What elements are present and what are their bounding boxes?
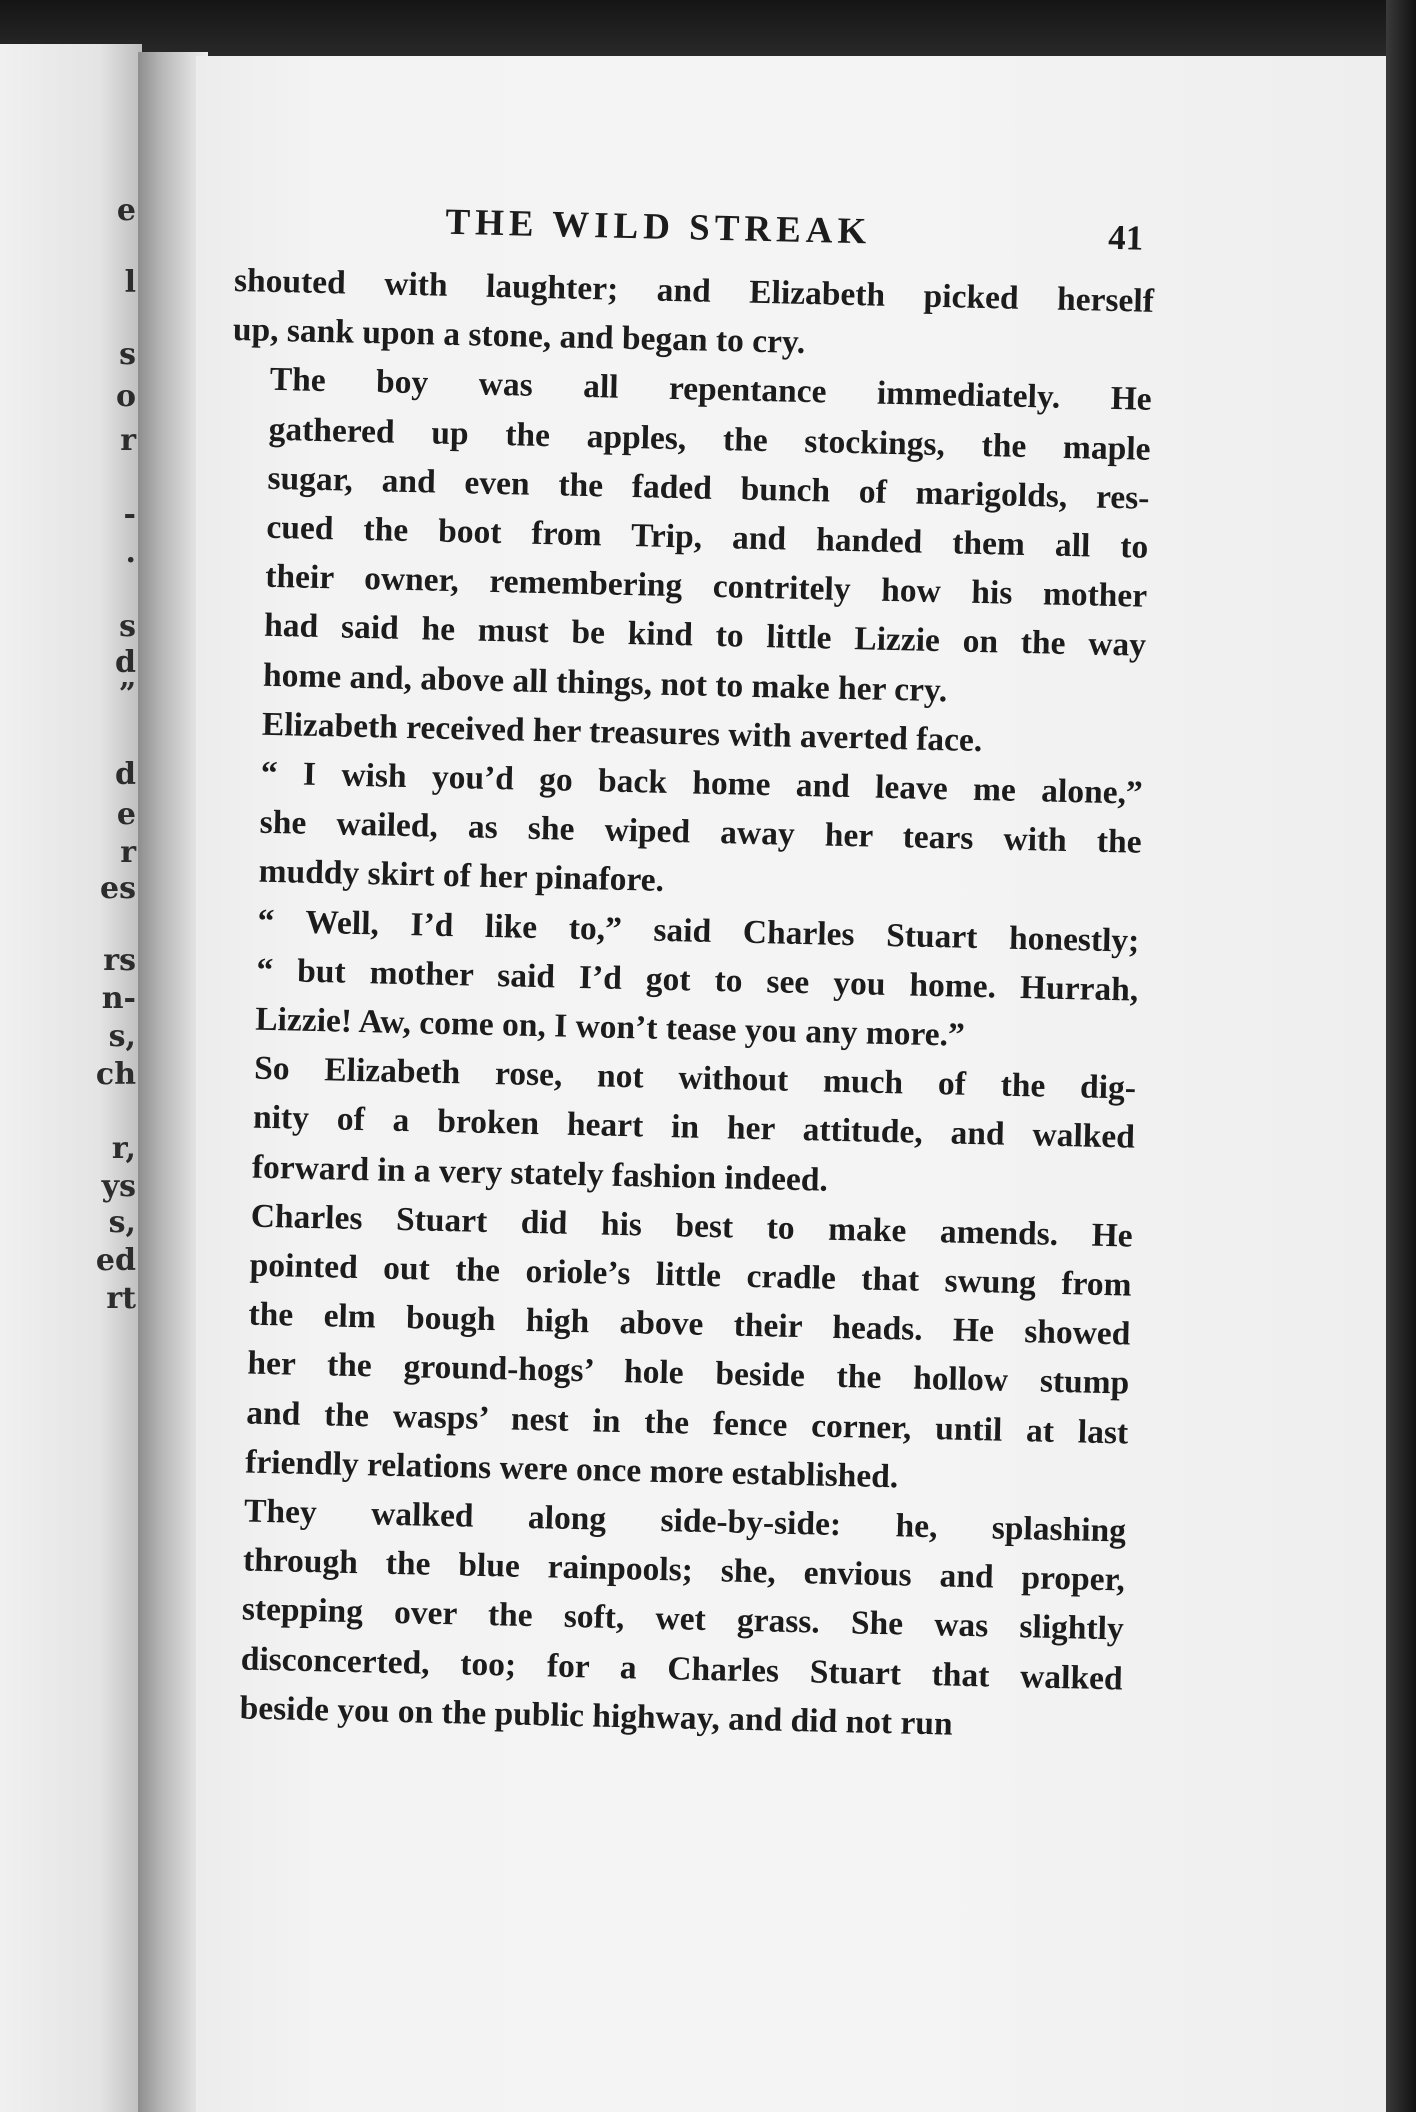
body-text	[201, 256, 1154, 1753]
text-line: the elm bough high above their heads. He showed	[248, 1295, 1131, 1353]
text-line: pointed out the oriole’s little cradle that swung from	[249, 1246, 1132, 1304]
paragraph	[201, 1486, 1126, 1753]
page-text-block	[201, 196, 1156, 1753]
left-page-fragment: e	[116, 797, 136, 832]
left-page-fragment: r	[120, 835, 136, 870]
text-line: stepping over the soft, wet grass. She was slightly	[241, 1590, 1125, 1648]
text-line: their owner, remembering contritely how his mother	[264, 557, 1148, 615]
left-page-fragment: o	[115, 379, 136, 414]
text-line: her the ground-hogs’ hole beside the hollow stump	[247, 1345, 1130, 1403]
left-page-fragment: rt	[106, 1281, 136, 1316]
paragraph	[220, 748, 1143, 916]
paragraph	[213, 1043, 1136, 1211]
left-page-fragment: ”	[118, 677, 136, 712]
text-line: up, sank upon a stone, and began to cry.	[232, 311, 806, 362]
text-line: through the blue rainpools; she, envious and proper,	[242, 1541, 1126, 1599]
paragraph	[207, 1191, 1133, 1507]
left-page-fragment: d	[115, 757, 136, 792]
text-line: nity of a broken heart in her attitude, and walked	[252, 1099, 1136, 1157]
text-line: “ but mother said I’d got to see you home. Hurrah,	[256, 951, 1139, 1009]
text-line: So Elizabeth rose, not without much of the dig-	[253, 1049, 1137, 1107]
text-line: Lizzie! Aw, come on, I won’t tease you any more.”	[254, 1000, 966, 1054]
text-line: shouted with laughter; and Elizabeth picked herself	[233, 261, 1155, 320]
left-page-fragment: n-	[101, 981, 136, 1016]
page-number: 41	[1107, 217, 1144, 258]
text-line: Charles Stuart did his best to make amends. He	[250, 1197, 1134, 1255]
left-page-fragment: s	[119, 337, 136, 372]
left-page-fragment: s,	[108, 1205, 136, 1240]
left-page-fragment: es	[100, 871, 136, 906]
text-line: “ I wish you’d go back home and leave me alone,”	[260, 754, 1144, 812]
left-page-fragment: r,	[111, 1131, 136, 1166]
text-line: muddy skirt of her pinafore.	[258, 853, 665, 900]
left-page-fragment: ys	[101, 1169, 136, 1204]
text-line: Elizabeth received her treasures with averted face.	[261, 705, 983, 759]
left-page-fragment: e	[116, 193, 136, 228]
text-line: disconcerted, too; for a Charles Stuart that walked	[240, 1640, 1124, 1698]
left-page-fragment: d	[115, 645, 136, 680]
running-title: THE WILD STREAK	[444, 201, 872, 253]
text-line: home and, above all things, not to make her cry.	[262, 656, 948, 709]
paragraph	[217, 895, 1140, 1063]
text-line: gathered up the apples, the stockings, the maple	[268, 410, 1151, 468]
scan-top-border	[0, 0, 1416, 62]
left-page-fragment: rs	[103, 943, 136, 978]
text-line: They walked along side-by-side: he, splashing	[243, 1492, 1127, 1550]
left-page-fragment: s,	[108, 1019, 136, 1054]
text-line: sugar, and even the faded bunch of marigolds, res-	[267, 459, 1150, 517]
left-page-fragment: ch	[95, 1057, 136, 1092]
scan-right-border	[1386, 0, 1416, 2112]
text-line: friendly relations were once more established.	[244, 1443, 899, 1496]
left-page-fragment: ed	[95, 1243, 136, 1278]
paragraph	[225, 354, 1153, 719]
left-facing-page	[0, 44, 142, 2112]
text-line: she wailed, as she wiped away her tears with the	[259, 803, 1142, 861]
left-page-fragment: l	[124, 265, 136, 300]
left-page-fragment: -	[123, 497, 136, 532]
text-line: and the wasps’ nest in the fence corner, until at last	[245, 1394, 1129, 1452]
text-line: forward in a very stately fashion indeed.	[251, 1148, 829, 1199]
left-page-fragment: s	[119, 609, 136, 644]
text-line: cued the boot from Trip, and handed them all to	[266, 508, 1149, 566]
text-line: The boy was all repentance immediately. He	[269, 361, 1153, 419]
left-page-fragment: r	[120, 423, 136, 458]
text-line: had said he must be kind to little Lizzie on the way	[263, 607, 1147, 665]
text-line: beside you on the public highway, and did not run	[239, 1689, 953, 1743]
left-page-fragment: .	[125, 535, 136, 570]
text-line: “ Well, I’d like to,” said Charles Stuart honestly;	[257, 902, 1140, 960]
